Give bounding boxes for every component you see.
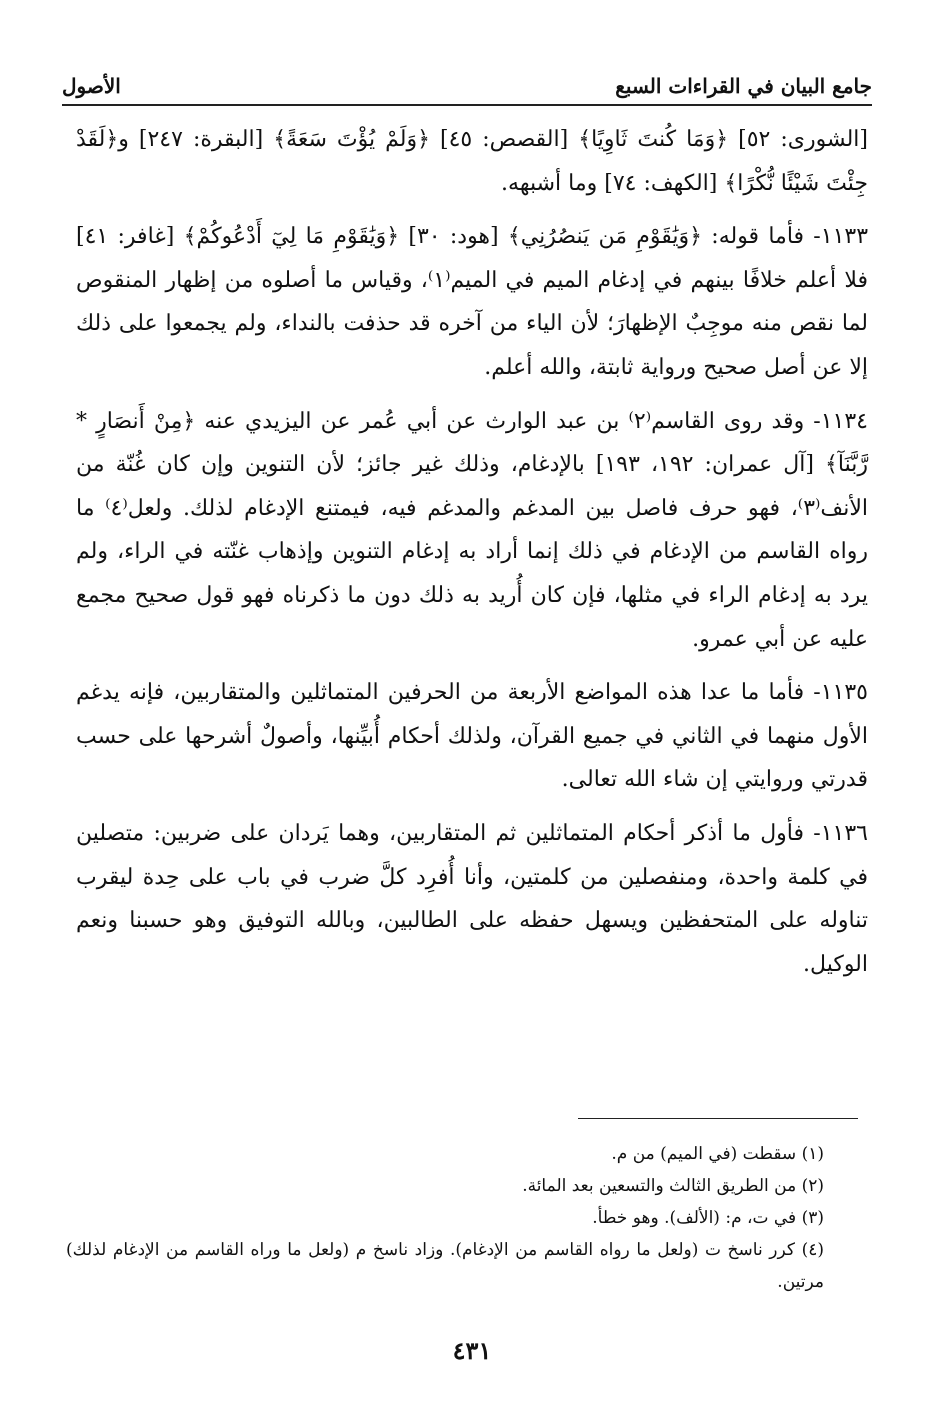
footnotes (66, 1138, 824, 1298)
paragraph: ١١٣٦- فأول ما أذكر أحكام المتماثلين ثم المتقاربين، وهما يَردان على ضربين: متصلين في كلمة واحدة، ومنفصلين من كلمتين، وأنا أُفرِد كلَّ ضرب في باب على حِدة ليقرب تناوله على المتحفظين ويسهل حفظه على الطالبين، وبالله التوفيق وهو حسبنا ونعم الوكيل. (76, 820, 868, 977)
main-text (76, 118, 868, 986)
footnote: (٤) كرر ناسخ ت (ولعل ما رواه القاسم من الإدغام). وزاد ناسخ م (ولعل ما وراه القاسم من الإدغام لذلك) مرتين. (66, 1240, 824, 1292)
page-number: ٤٣١ (452, 1336, 492, 1365)
paragraph: [الشورى: ٥٢] ﴿وَمَا كُنتَ ثَاوِيًا﴾ [القصص: ٤٥] ﴿وَلَمْ يُؤْتَ سَعَةً﴾ [البقرة: ٢٤٧] و﴿لَقَدْ جِئْتَ شَيْئًا نُّكْرًا﴾ [الكهف: ٧٤] وما أشبهه. (76, 127, 868, 196)
header-rule (62, 104, 872, 106)
footnote: (٢) من الطريق الثالث والتسعين بعد المائة. (522, 1176, 824, 1196)
paragraph: ١١٣٥- فأما ما عدا هذه المواضع الأربعة من الحرفين المتماثلين والمتقاربين، فإنه يدغم الأول منهما في الثاني في جميع القرآن، ولذلك أحكام أُبيِّنها، وأصولٌ أشرحها على حسب قدرتي وروايتي إن شاء الله تعالى. (76, 680, 868, 793)
header-section-title: الأصول (62, 74, 121, 98)
running-header (62, 58, 872, 98)
header-book-title: جامع البيان في القراءات السبع (615, 74, 872, 98)
footnote: (١) سقطت (في الميم) من م. (611, 1144, 824, 1164)
footnote: (٣) في ت، م: (الألف). وهو خطأ. (592, 1208, 824, 1228)
paragraph: ١١٣٤- وقد روى القاسم⁽٢⁾ بن عبد الوارث عن أبي عُمر عن اليزيدي عنه ﴿مِنْ أَنصَارٍ * رَّبَّنَآ﴾ [آل عمران: ١٩٢، ١٩٣] بالإدغام، وذلك غير جائز؛ لأن التنوين وإن كان غُنّة من الأنف⁽٣⁾، فهو حرف فاصل بين المدغم والمدغم فيه، فيمتنع الإدغام لذلك. ولعل⁽٤⁾ ما رواه القاسم من الإدغام في ذلك إنما أراد به إدغام التنوين وإذهاب غنّته في الراء، ولم يرد به إدغام الراء في مثلها، فإن كان أُريد به ذلك دون ما ذكرناه فهو قول صحيح مجمع عليه عن أبي عمرو. (76, 408, 868, 652)
paragraph: ١١٣٣- فأما قوله: ﴿وَيَٰقَوْمِ مَن يَنصُرُنِي﴾ [هود: ٣٠] ﴿وَيَٰقَوْمِ مَا لِيٓ أَدْعُوكُمْ﴾ [غافر: ٤١] فلا أعلم خلافًا بينهم في إدغام الميم في الميم⁽١⁾، وقياس ما أصلوه من إظهار المنقوص لما نقص منه موجِبٌ الإظهارَ؛ لأن الياء من آخره قد حذفت بالنداء، ولم يجمعوا على ذلك إلا عن أصل صحيح ورواية ثابتة، والله أعلم. (76, 224, 869, 380)
footnote-separator (578, 1118, 858, 1119)
